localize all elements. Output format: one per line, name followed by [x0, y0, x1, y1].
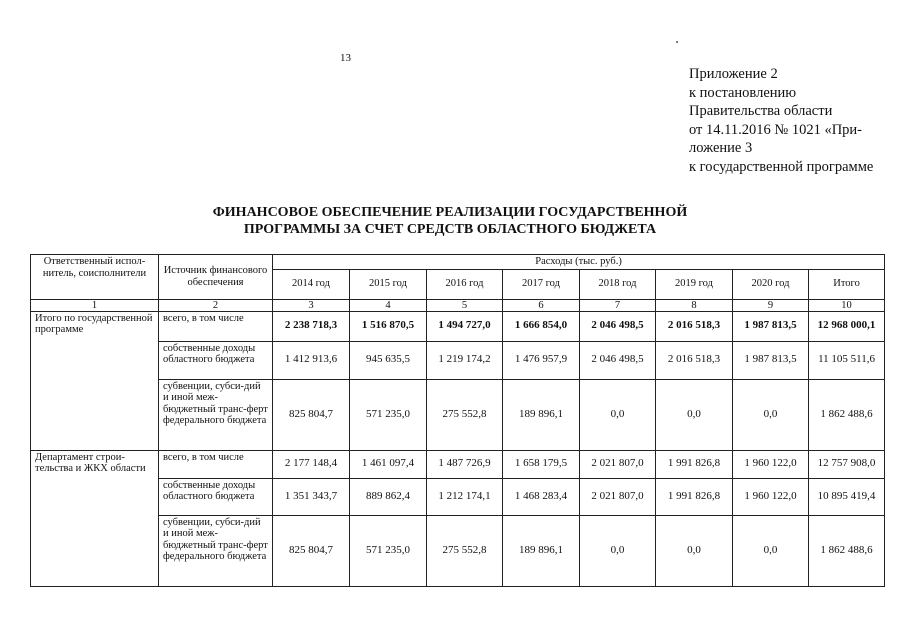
header-year: 2019 год	[656, 269, 733, 299]
header-year: 2016 год	[427, 269, 503, 299]
executor-cell: Департамент строи-тельства и ЖКХ области	[31, 450, 159, 586]
value-cell: 889 862,4	[350, 478, 427, 515]
value-cell: 1 351 343,7	[273, 478, 350, 515]
source-cell: всего, в том числе	[159, 311, 273, 341]
scan-speck	[676, 41, 678, 43]
column-index: 6	[503, 299, 580, 311]
column-index: 1	[31, 299, 159, 311]
value-cell: 2 046 498,5	[580, 341, 656, 379]
appendix-line: ложение 3	[689, 140, 753, 156]
executor-cell: Итого по государственной программе	[31, 311, 159, 450]
header-row	[31, 255, 885, 270]
header-total: Итого	[809, 269, 885, 299]
document-title	[140, 204, 760, 238]
total-cell: 11 105 511,6	[809, 341, 885, 379]
table-row	[31, 478, 885, 515]
value-cell: 1 487 726,9	[427, 450, 503, 478]
value-cell: 1 991 826,8	[656, 450, 733, 478]
value-cell: 945 635,5	[350, 341, 427, 379]
value-cell: 189 896,1	[503, 515, 580, 586]
source-cell: субвенции, субси-дий и иной меж-бюджетный транс-ферт федерального бюджета	[159, 379, 273, 450]
value-cell: 1 960 122,0	[733, 478, 809, 515]
appendix-line: к государственной программе	[689, 158, 874, 175]
value-cell: 1 987 813,5	[733, 311, 809, 341]
value-cell: 1 960 122,0	[733, 450, 809, 478]
value-cell: 1 991 826,8	[656, 478, 733, 515]
value-cell: 2 238 718,3	[273, 311, 350, 341]
appendix-line: Правительства области	[689, 103, 833, 119]
page-number: 13	[340, 52, 351, 64]
header-year: 2018 год	[580, 269, 656, 299]
value-cell: 2 046 498,5	[580, 311, 656, 341]
value-cell: 189 896,1	[503, 379, 580, 450]
value-cell: 1 516 870,5	[350, 311, 427, 341]
appendix-line: Приложение 2	[689, 66, 778, 82]
column-index: 2	[159, 299, 273, 311]
value-cell: 0,0	[733, 515, 809, 586]
value-cell: 2 021 807,0	[580, 478, 656, 515]
header-executor: Ответственный испол-нитель, соисполнители	[31, 255, 159, 300]
value-cell: 2 177 148,4	[273, 450, 350, 478]
value-cell: 571 235,0	[350, 515, 427, 586]
table-row	[31, 515, 885, 586]
header-expenses: Расходы (тыс. руб.)	[273, 255, 885, 270]
source-cell: собственные доходы областного бюджета	[159, 478, 273, 515]
column-index: 3	[273, 299, 350, 311]
document-title-line: ПРОГРАММЫ ЗА СЧЕТ СРЕДСТВ ОБЛАСТНОГО БЮДЖЕТА	[243, 222, 657, 237]
value-cell: 275 552,8	[427, 379, 503, 450]
total-cell: 10 895 419,4	[809, 478, 885, 515]
value-cell: 2 016 518,3	[656, 311, 733, 341]
table-row	[31, 450, 885, 478]
header-year: 2017 год	[503, 269, 580, 299]
value-cell: 1 476 957,9	[503, 341, 580, 379]
value-cell: 1 461 097,4	[350, 450, 427, 478]
source-cell: собственные доходы областного бюджета	[159, 341, 273, 379]
value-cell: 1 219 174,2	[427, 341, 503, 379]
appendix-line: от 14.11.2016 № 1021 «При-	[689, 121, 863, 138]
document-title-line: ФИНАНСОВОЕ ОБЕСПЕЧЕНИЕ РЕАЛИЗАЦИИ ГОСУДАРСТВЕННОЙ	[212, 205, 688, 220]
value-cell: 0,0	[656, 515, 733, 586]
value-cell: 1 212 174,1	[427, 478, 503, 515]
header-year: 2020 год	[733, 269, 809, 299]
table-row	[31, 311, 885, 341]
header-year: 2015 год	[350, 269, 427, 299]
appendix-line: к постановлению	[689, 84, 797, 101]
value-cell: 571 235,0	[350, 379, 427, 450]
value-cell: 1 468 283,4	[503, 478, 580, 515]
appendix-note	[689, 65, 899, 176]
column-index: 4	[350, 299, 427, 311]
column-index-row	[31, 299, 885, 311]
column-index: 5	[427, 299, 503, 311]
total-cell: 1 862 488,6	[809, 515, 885, 586]
total-cell: 1 862 488,6	[809, 379, 885, 450]
value-cell: 1 494 727,0	[427, 311, 503, 341]
column-index: 10	[809, 299, 885, 311]
total-cell: 12 757 908,0	[809, 450, 885, 478]
value-cell: 825 804,7	[273, 515, 350, 586]
value-cell: 1 412 913,6	[273, 341, 350, 379]
table-row	[31, 379, 885, 450]
value-cell: 0,0	[733, 379, 809, 450]
value-cell: 0,0	[580, 515, 656, 586]
budget-table	[30, 254, 885, 587]
value-cell: 1 658 179,5	[503, 450, 580, 478]
value-cell: 2 016 518,3	[656, 341, 733, 379]
column-index: 7	[580, 299, 656, 311]
value-cell: 0,0	[656, 379, 733, 450]
value-cell: 1 666 854,0	[503, 311, 580, 341]
value-cell: 2 021 807,0	[580, 450, 656, 478]
column-index: 9	[733, 299, 809, 311]
column-index: 8	[656, 299, 733, 311]
value-cell: 825 804,7	[273, 379, 350, 450]
total-cell: 12 968 000,1	[809, 311, 885, 341]
value-cell: 0,0	[580, 379, 656, 450]
value-cell: 1 987 813,5	[733, 341, 809, 379]
header-year: 2014 год	[273, 269, 350, 299]
table-row	[31, 341, 885, 379]
source-cell: субвенции, субси-дий и иной меж-бюджетный транс-ферт федерального бюджета	[159, 515, 273, 586]
value-cell: 275 552,8	[427, 515, 503, 586]
source-cell: всего, в том числе	[159, 450, 273, 478]
header-source: Источник финансового обеспечения	[159, 255, 273, 300]
